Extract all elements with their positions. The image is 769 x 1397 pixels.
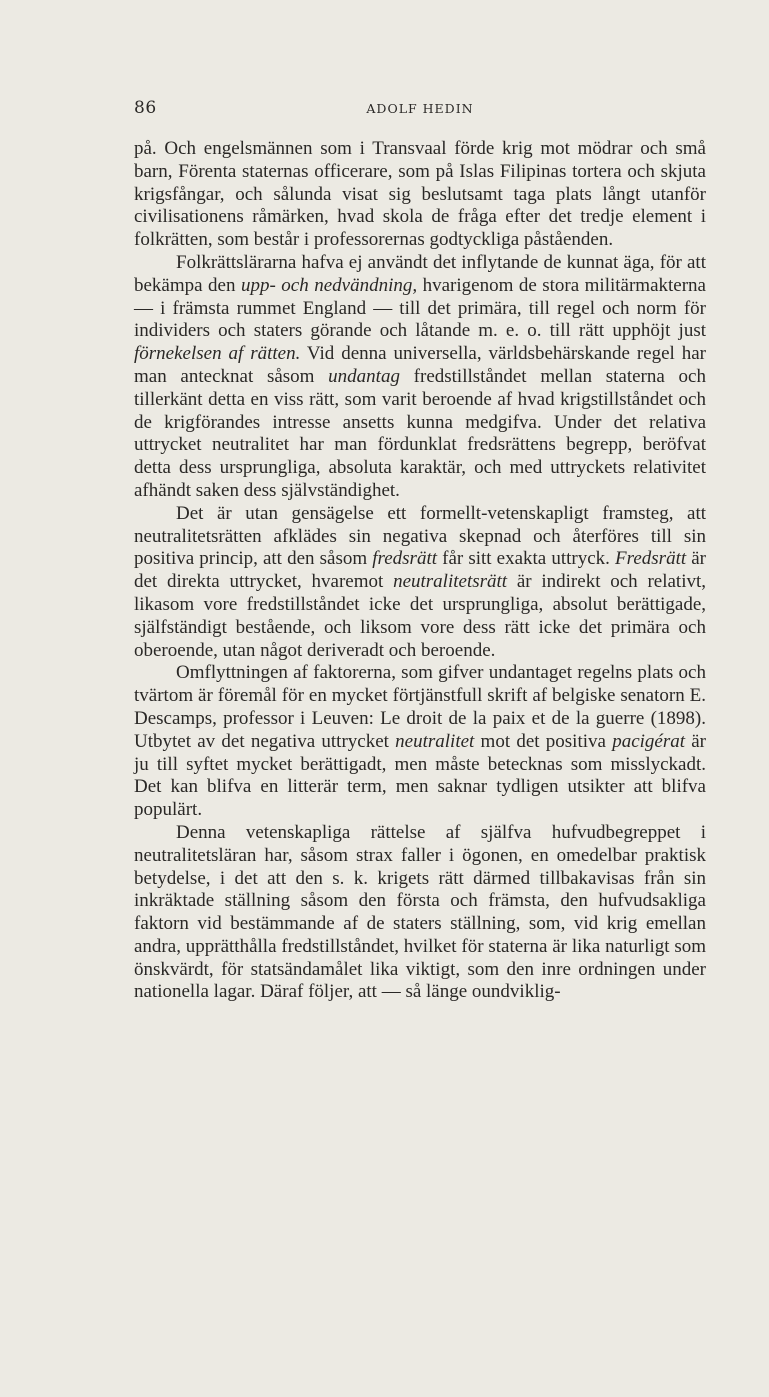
- italic-phrase: neutralitetsrätt: [393, 571, 508, 593]
- italic-phrase: Fredsrätt: [615, 548, 687, 570]
- paragraph-1: på. Och engelsmännen som i Transvaal förde krig mot mödrar och små barn, Förenta staternas officerare, som på Islas Filipinas tortera och skjuta krigsfångar, och sålunda visat sig beslutsamt taga plats långt utanför civilisationens råmärken, hvad skola de fråga efter det tredje element i folkrätten, som består i professorernas godtyckliga påståenden.: [134, 138, 706, 251]
- paragraph-4: Omflyttningen af faktorerna, som gifver undantaget regelns plats och tvärtom är föremål för en mycket förtjänstfull skrift af belgiske senatorn E. Descamps, professor i Leuven: Le droit de la paix et de la guerre (1898). Utbytet av det negativa uttrycket neutralitet mot det positiva pacigérat är ju till syftet mycket berättigadt, men måste betecknas som misslyckadt. Det kan blifva en litterär term, men saknar tydligen utsikter att blifva populärt.: [134, 662, 707, 821]
- running-head: ADOLF HEDIN: [366, 101, 474, 116]
- italic-phrase: förnekelsen af rätten.: [134, 343, 301, 365]
- italic-phrase: pacigérat: [612, 730, 686, 752]
- page-number: 86: [134, 98, 157, 118]
- paragraph-3: Det är utan gensägelse ett formellt-vetenskapligt framsteg, att neutralitetsrätten afklädes sin negativa skepnad och återföres till sin positiva princip, att den såsom fredsrätt får sitt exakta uttryck. Fredsrätt är det direkta uttrycket, hvaremot neutralitetsrätt är indirekt och relativt, likasom vore fredstillståndet icke det ursprungliga, absolut berättigade, själfständigt bestående, och liksom vore dess rätt icke det primära och oberoende, utan något deriveradt och beroende.: [134, 502, 707, 661]
- body-text: [134, 138, 706, 1004]
- italic-phrase: undantag: [328, 365, 400, 387]
- page-header: [134, 98, 706, 122]
- italic-phrase: neutralitet: [395, 730, 475, 752]
- italic-phrase: fredsrätt: [372, 548, 437, 570]
- paragraph-2: Folkrättslärarna hafva ej användt det inflytande de kunnat äga, för att bekämpa den upp- och nedvändning, hvarigenom de stora militärmakterna — i främsta rummet England — till det primära, till regel och norm för individers och staters görande och låtande m. e. o. till rätt upphöjt just förnekelsen af rätten. Vid denna universella, världsbehärskande regel har man antecknat såsom undantag fredstillståndet mellan staterna och tillerkänt detta en viss rätt, som varit beroende af hvad krigstillståndet och de krigförandes intresse ansetts kunna medgifva. Under det relativa uttrycket neutralitet har man fördunklat fredsrättens begrepp, beröfvat detta dess ursprungliga, absoluta karaktär, och med uttryckets relativitet afhändt saken dess självständighet.: [134, 251, 706, 501]
- paragraph-5: Denna vetenskapliga rättelse af själfva hufvudbegreppet i neutralitetsläran har, såsom strax faller i ögonen, en omedelbar praktisk betydelse, i det att den s. k. krigets rätt därmed tillbakavisas från sin inkräktade ställning såsom den första och främsta, den hufvudsakliga faktorn vid bestämmande af de staters ställning, som, vid krig emellan andra, upprätthålla fredstillståndet, hvilket för staterna är lika naturligt som önskvärdt, för statsändamålet lika viktigt, som den inre ordningen under nationella lagar. Däraf följer, att — så länge oundviklig-: [134, 821, 706, 1003]
- italic-phrase: upp- och nedvändning,: [240, 274, 418, 296]
